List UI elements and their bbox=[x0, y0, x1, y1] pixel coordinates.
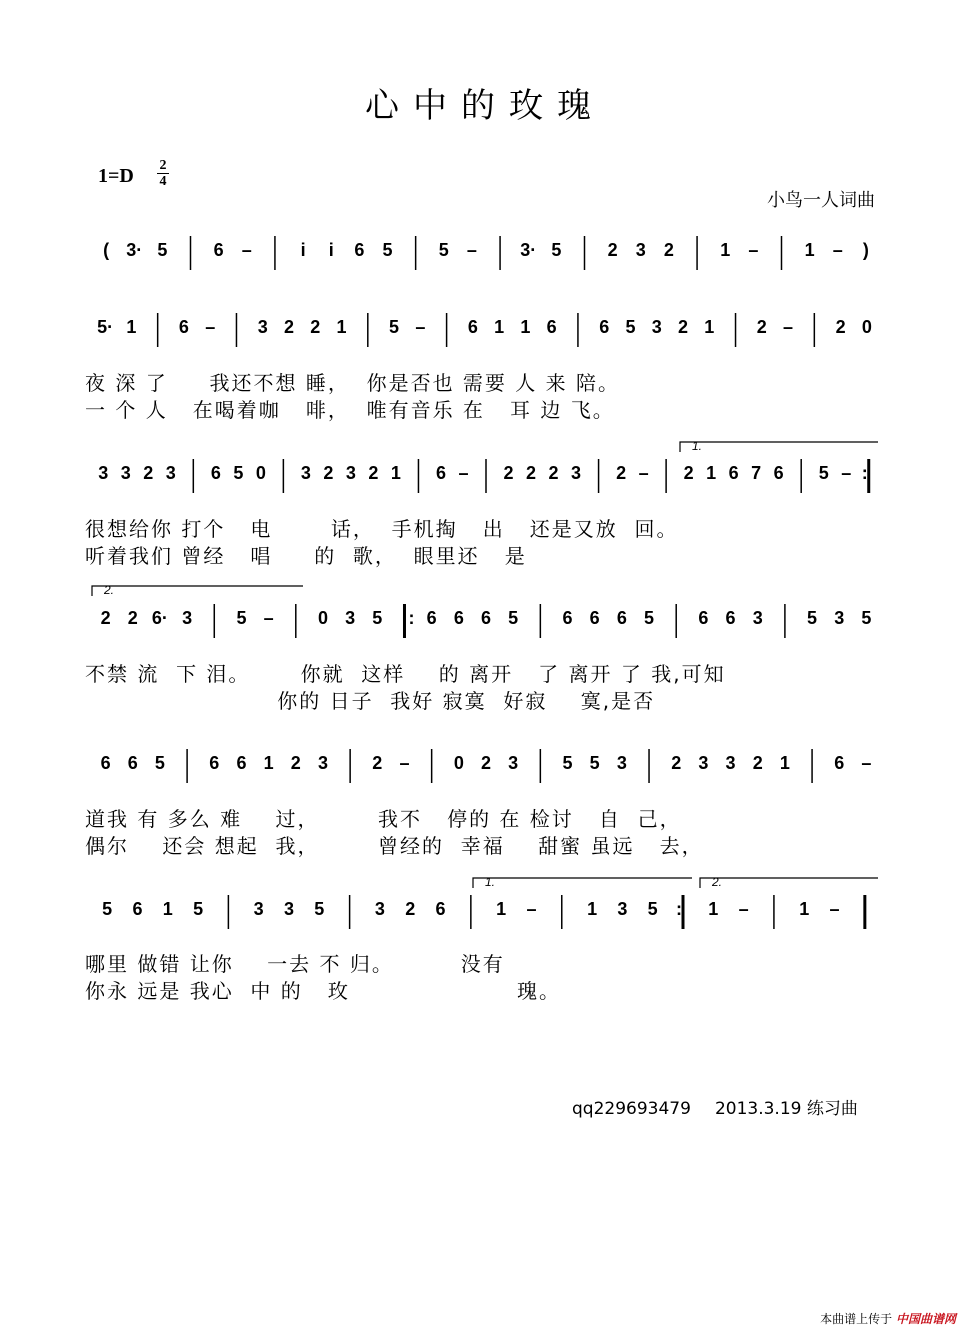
note: 2 bbox=[290, 753, 301, 773]
note: 1 bbox=[336, 317, 347, 337]
note: 5 bbox=[625, 317, 636, 337]
note: 5 bbox=[818, 463, 829, 483]
note: 2 bbox=[480, 753, 492, 773]
score-title: 心中的玫瑰 bbox=[365, 86, 605, 126]
note: 3 bbox=[345, 463, 356, 483]
ending-bracket bbox=[473, 878, 692, 888]
lyric-line: 一 个 人 在喝着咖 啡， 唯有音乐 在 耳 边 飞。 bbox=[85, 398, 615, 422]
lyric-line: 听着我们 曾经 唱 的 歌， 眼里还 是 bbox=[85, 544, 527, 568]
note: 3 bbox=[98, 463, 109, 483]
note: 1 bbox=[263, 753, 274, 773]
ending-label: 1. bbox=[692, 439, 703, 453]
ending-bracket bbox=[680, 442, 878, 452]
note: 2 bbox=[368, 463, 379, 483]
note: 6 bbox=[435, 899, 446, 919]
note: 1 bbox=[390, 463, 401, 483]
site-logo: 中国曲谱网 bbox=[895, 1312, 956, 1326]
note: 1 bbox=[162, 899, 173, 919]
note: – bbox=[841, 463, 852, 483]
note: i bbox=[328, 240, 334, 260]
note: – bbox=[263, 608, 274, 628]
note: 5 bbox=[438, 240, 449, 260]
upload-text: 本曲谱上传于 bbox=[820, 1312, 893, 1326]
footer-note bbox=[572, 1094, 882, 1119]
note: 3 bbox=[317, 753, 328, 773]
lyric-line: 你永 远是 我心 中 的 玫 瑰。 bbox=[85, 979, 562, 1003]
note: 6 bbox=[725, 608, 736, 628]
note: 3 bbox=[571, 463, 582, 483]
note: – bbox=[399, 753, 410, 773]
note: 2 bbox=[526, 463, 537, 483]
note: 6 bbox=[480, 608, 492, 628]
note: 3 bbox=[253, 899, 264, 919]
note: 6 bbox=[100, 753, 111, 773]
note: 1 bbox=[706, 463, 717, 483]
lyric-line: 不禁 流 下 泪。 你就 这样 的 离开 了 离开 了 我,可知 bbox=[85, 662, 726, 686]
note: 3 bbox=[752, 608, 763, 628]
note: 6 bbox=[453, 608, 464, 628]
note: 5 bbox=[193, 899, 204, 919]
note: 6 bbox=[599, 317, 610, 337]
note: 5 bbox=[372, 608, 383, 628]
note: 2 bbox=[283, 317, 295, 337]
note: – bbox=[466, 240, 477, 260]
note: 3 bbox=[300, 463, 311, 483]
note: – bbox=[526, 899, 537, 919]
note: 1 bbox=[779, 753, 790, 773]
note: 5 bbox=[157, 240, 168, 260]
note: 0 bbox=[255, 463, 266, 483]
note: 5 bbox=[236, 608, 247, 628]
composer-credit: 小鸟一人词曲 bbox=[767, 190, 875, 211]
note: 5 bbox=[644, 608, 655, 628]
note: 0 bbox=[317, 608, 328, 628]
lyric-line: 道我 有 多么 难 过， 我不 停的 在 检讨 自 己， bbox=[85, 807, 682, 831]
note: 2 bbox=[548, 463, 559, 483]
note: 3· bbox=[126, 240, 143, 260]
note: 3 bbox=[257, 317, 268, 337]
note: 2 bbox=[683, 463, 694, 483]
note: 0 bbox=[453, 753, 464, 773]
lyric-line: 夜 深 了 我还不想 睡， 你是否也 需要 人 来 陪。 bbox=[85, 371, 621, 395]
note: 3 bbox=[508, 753, 519, 773]
note: – bbox=[458, 463, 469, 483]
ending-bracket bbox=[700, 878, 878, 888]
note: 3 bbox=[345, 608, 356, 628]
note: 5 bbox=[233, 463, 244, 483]
note: 3 bbox=[617, 899, 628, 919]
note: 6 bbox=[236, 753, 247, 773]
note: 5· bbox=[97, 317, 114, 337]
lyric-line: 哪里 做错 让你 一去 不 归。 没有 bbox=[85, 952, 505, 976]
note: 6 bbox=[354, 240, 365, 260]
note: – bbox=[748, 240, 759, 260]
note: – bbox=[861, 753, 872, 773]
note: 5 bbox=[589, 753, 600, 773]
note: 5 bbox=[154, 753, 165, 773]
note: – bbox=[638, 463, 649, 483]
upload-credit bbox=[820, 1310, 956, 1327]
note: 3 bbox=[698, 753, 709, 773]
note: 7 bbox=[751, 463, 762, 483]
note: 2 bbox=[756, 317, 767, 337]
note: 2 bbox=[752, 753, 763, 773]
note: 6 bbox=[698, 608, 709, 628]
repeat-dots: : bbox=[676, 899, 682, 919]
note: 2 bbox=[323, 463, 334, 483]
note: 6 bbox=[435, 463, 446, 483]
lyric-line: 很想给你 打个 电 话， 手机掏 出 还是又放 回。 bbox=[85, 517, 679, 541]
note: 2 bbox=[405, 899, 416, 919]
note: 2 bbox=[310, 317, 321, 337]
note: – bbox=[832, 240, 843, 260]
note: 6 bbox=[834, 753, 845, 773]
note: 3 bbox=[616, 753, 627, 773]
note: 5 bbox=[389, 317, 400, 337]
note: 6 bbox=[209, 753, 220, 773]
note: 1 bbox=[804, 240, 815, 260]
note: 6 bbox=[127, 753, 138, 773]
note: 5 bbox=[382, 240, 393, 260]
note: 2 bbox=[677, 317, 689, 337]
note: 3 bbox=[165, 463, 176, 483]
note: 5 bbox=[861, 608, 872, 628]
note: 6 bbox=[589, 608, 600, 628]
note: 6 bbox=[178, 317, 189, 337]
note: 0 bbox=[861, 317, 872, 337]
note: 5 bbox=[102, 899, 113, 919]
note: 6· bbox=[151, 608, 168, 628]
ending-bracket bbox=[92, 586, 303, 596]
note: ) bbox=[862, 240, 869, 260]
note: 3 bbox=[182, 608, 193, 628]
note: 6 bbox=[213, 240, 224, 260]
note: – bbox=[241, 240, 252, 260]
note: 3 bbox=[635, 240, 646, 260]
note: – bbox=[783, 317, 794, 337]
note: 1 bbox=[587, 899, 598, 919]
footer-date: 2013.3.19 练习曲 bbox=[714, 1099, 858, 1119]
note: i bbox=[300, 240, 306, 260]
note: 1 bbox=[496, 899, 507, 919]
note: 2 bbox=[143, 463, 154, 483]
note: 2 bbox=[503, 463, 514, 483]
note: 2 bbox=[663, 240, 674, 260]
note: 1 bbox=[520, 317, 531, 337]
note: 5 bbox=[807, 608, 818, 628]
footer-qq: qq229693479 bbox=[572, 1099, 691, 1119]
note: 2 bbox=[100, 608, 111, 628]
note: 6 bbox=[773, 463, 784, 483]
note: 3 bbox=[374, 899, 385, 919]
repeat-dots: : bbox=[861, 463, 868, 483]
lyric-line: 偶尔 还会 想起 我， 曾经的 幸福 甜蜜 虽远 去， bbox=[85, 834, 704, 858]
note: – bbox=[415, 317, 426, 337]
note: 2 bbox=[607, 240, 618, 260]
note: 1 bbox=[126, 317, 137, 337]
note: 3 bbox=[283, 899, 295, 919]
note: ( bbox=[103, 240, 110, 260]
note: 2 bbox=[127, 608, 138, 628]
note: – bbox=[205, 317, 216, 337]
note: 6 bbox=[546, 317, 557, 337]
note: 1 bbox=[708, 899, 719, 919]
ending-label: 2. bbox=[712, 875, 723, 889]
note: 1 bbox=[494, 317, 505, 337]
note: 6 bbox=[426, 608, 437, 628]
note: 6 bbox=[728, 463, 739, 483]
note: 5 bbox=[314, 899, 325, 919]
lyric-line: 你的 日子 我好 寂寞 好寂 寞,是否 bbox=[85, 689, 656, 713]
note: 3 bbox=[725, 753, 736, 773]
note: 1 bbox=[720, 240, 731, 260]
note: 3 bbox=[834, 608, 845, 628]
note: 2 bbox=[372, 753, 383, 773]
note: 6 bbox=[132, 899, 143, 919]
note: 6 bbox=[562, 608, 573, 628]
ending-label: 1. bbox=[485, 875, 496, 889]
key-signature: 1=D bbox=[98, 165, 134, 187]
note: 6 bbox=[467, 317, 478, 337]
note: 5 bbox=[562, 753, 573, 773]
note: 6 bbox=[616, 608, 627, 628]
note: 1 bbox=[799, 899, 810, 919]
note: 3 bbox=[651, 317, 662, 337]
note: 6 bbox=[210, 463, 221, 483]
note: 5 bbox=[647, 899, 658, 919]
note: 5 bbox=[508, 608, 519, 628]
note: 3· bbox=[520, 240, 537, 260]
ending-label: 2. bbox=[104, 583, 115, 597]
time-signature: 2 4 bbox=[156, 158, 170, 189]
note: 1 bbox=[704, 317, 715, 337]
note: – bbox=[829, 899, 840, 919]
note: 2 bbox=[671, 753, 682, 773]
note: 2 bbox=[616, 463, 627, 483]
note: – bbox=[738, 899, 749, 919]
note: 5 bbox=[551, 240, 562, 260]
note: 2 bbox=[835, 317, 846, 337]
repeat-dots: : bbox=[408, 608, 415, 628]
note: 3 bbox=[120, 463, 131, 483]
